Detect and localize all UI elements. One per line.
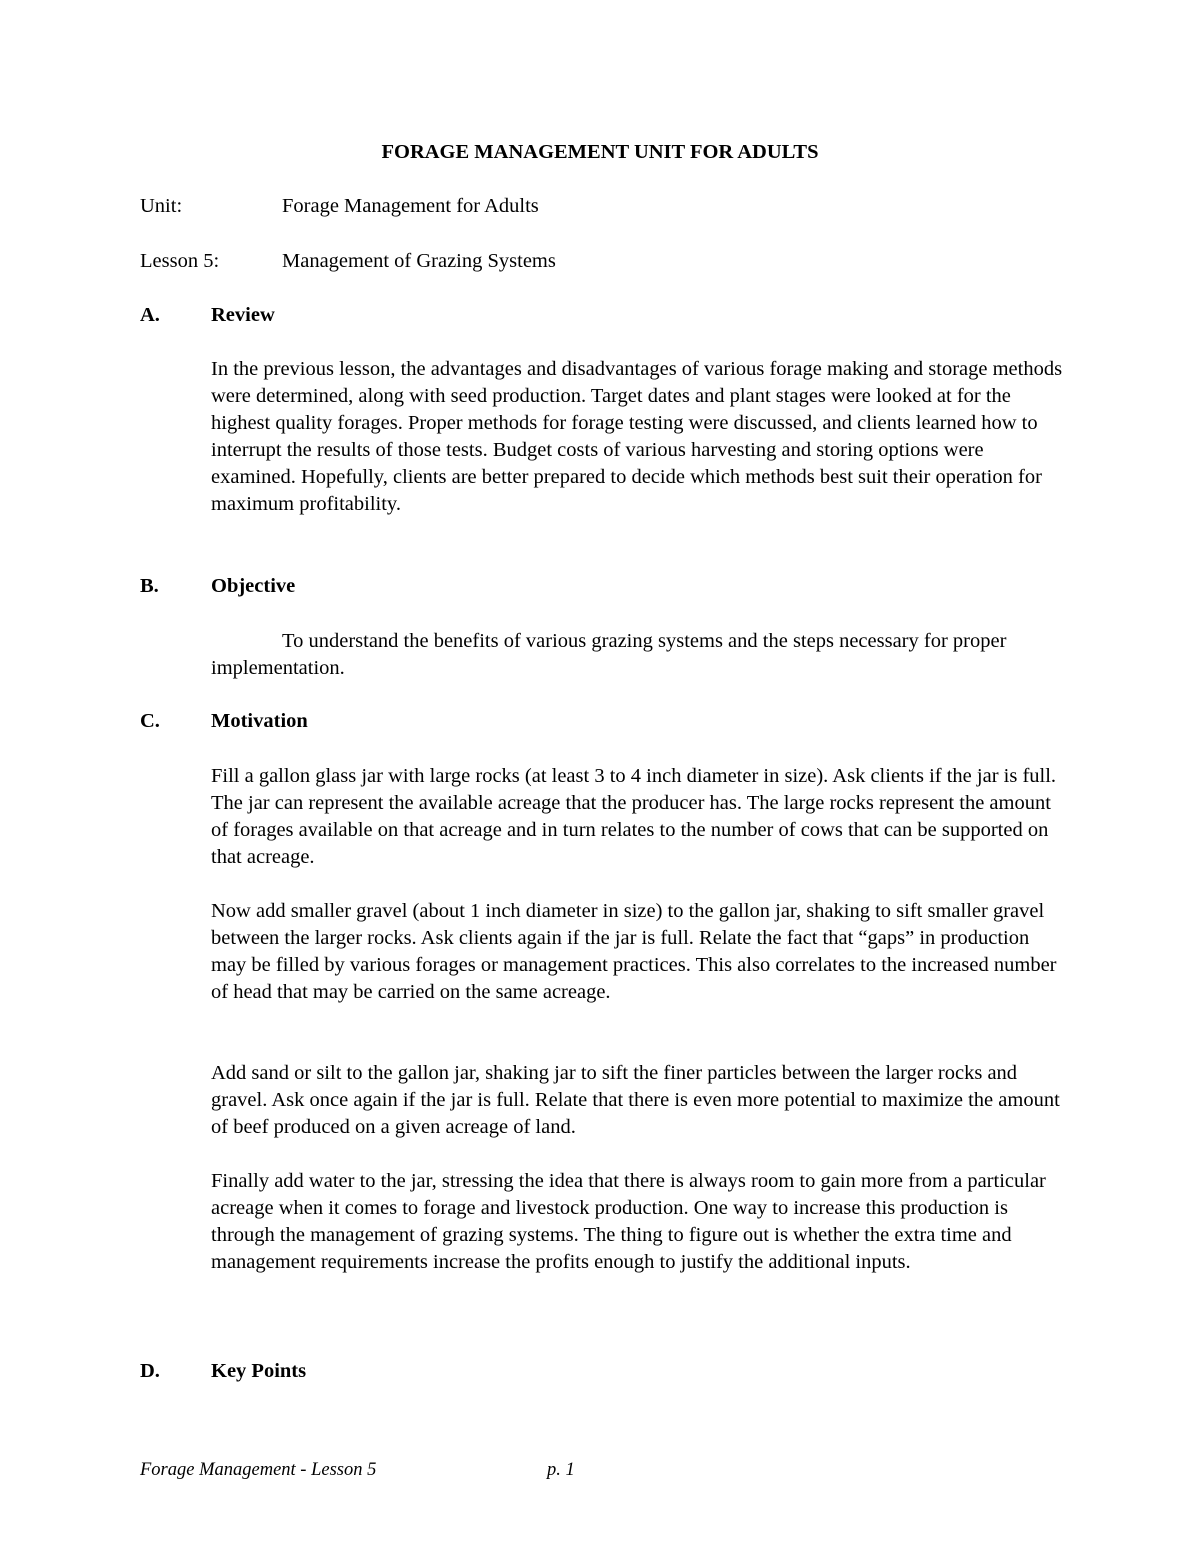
document-title: FORAGE MANAGEMENT UNIT FOR ADULTS (381, 141, 819, 163)
section-title: Objective (211, 575, 296, 597)
lesson-label: Lesson 5: (140, 250, 220, 272)
objective-paragraph: To understand the benefits of various grazing systems and the steps necessary for proper implementation. (211, 630, 1007, 679)
section-title: Review (211, 304, 275, 326)
motivation-paragraph: Finally add water to the jar, stressing the idea that there is always room to gain more from a particular acreage when it comes to forage and livestock production. One way to increase this production is through the management of grazing systems. The thing to figure out is whether the extra time and management requirements increase the profits enough to justify the additional inputs. (211, 1170, 1046, 1273)
review-paragraph: In the previous lesson, the advantages and disadvantages of various forage making and storage methods were determined, along with seed production. Target dates and plant stages were looked at for the highest quality forages. Proper methods for forage testing were discussed, and clients learned how to interrupt the results of those tests. Budget costs of various harvesting and storing options were examined. Hopefully, clients are better prepared to decide which methods best suit their operation for maximum profitability. (211, 358, 1063, 515)
section-title: Key Points (211, 1360, 307, 1382)
footer-title: Forage Management - Lesson 5 (140, 1460, 377, 1480)
motivation-paragraph: Now add smaller gravel (about 1 inch diameter in size) to the gallon jar, shaking to sift smaller gravel between the larger rocks. Ask clients again if the jar is full. Relate the fact that “gaps” in production may be filled by various forages or management practices. This also correlates to the increased number of head that may be carried on the same acreage. (211, 900, 1057, 1003)
section-letter: A. (140, 304, 160, 326)
unit-label: Unit: (140, 195, 183, 217)
footer-page-number: p. 1 (547, 1460, 575, 1480)
motivation-paragraph: Add sand or silt to the gallon jar, shaking jar to sift the finer particles between the larger rocks and gravel. Ask once again if the jar is full. Relate that there is even more potential to maximize the amount of beef produced on a given acreage of land. (211, 1062, 1060, 1138)
section-title: Motivation (211, 710, 308, 732)
section-letter: D. (140, 1360, 160, 1382)
section-letter: C. (140, 710, 160, 732)
section-letter: B. (140, 575, 159, 597)
motivation-paragraph: Fill a gallon glass jar with large rocks (at least 3 to 4 inch diameter in size). Ask clients if the jar is full. The jar can represent the available acreage that the producer has. The large rocks represent the amount of forages available on that acreage and in turn relates to the number of cows that can be supported on that acreage. (211, 765, 1057, 868)
unit-value: Forage Management for Adults (282, 195, 539, 217)
lesson-value: Management of Grazing Systems (282, 250, 556, 272)
